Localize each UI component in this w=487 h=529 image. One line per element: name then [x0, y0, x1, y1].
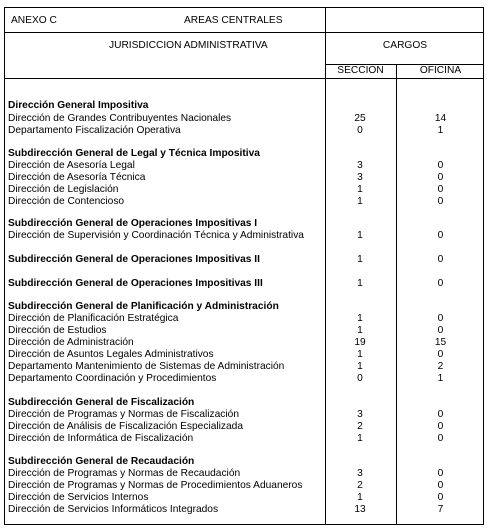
table-row	[5, 504, 483, 516]
seccion-value: 1	[357, 492, 363, 503]
seccion-value: 2	[357, 480, 363, 491]
seccion-value: 1	[357, 313, 363, 324]
oficina-value: 1	[437, 125, 444, 136]
table-row	[5, 184, 483, 196]
row-name: Departamento Fiscalización Operativa	[8, 125, 181, 136]
row-name: Dirección de Asesoría Legal	[8, 160, 135, 171]
seccion-value: 1	[357, 184, 363, 195]
table-row	[5, 325, 483, 337]
table-row	[5, 373, 483, 385]
oficina-value: 0	[437, 325, 444, 336]
row-name: Dirección de Asuntos Legales Administrativos	[8, 349, 214, 360]
table-row	[5, 409, 483, 421]
seccion-value: 3	[357, 409, 363, 420]
table-row	[5, 196, 483, 208]
row-divider	[5, 32, 483, 33]
oficina-value: 0	[437, 278, 444, 289]
table-row	[5, 313, 483, 325]
oficina-value: 0	[437, 313, 444, 324]
row-name: Dirección de Servicios Internos	[8, 492, 149, 503]
row-name: Dirección de Grandes Contribuyentes Nacionales	[8, 113, 232, 124]
section-row	[5, 456, 483, 468]
seccion-value: 0	[357, 373, 363, 384]
table-row	[5, 433, 483, 445]
oficina-header: OFICINA	[419, 65, 462, 76]
seccion-header: SECCION	[337, 65, 384, 76]
table-row	[5, 492, 483, 504]
oficina-value: 2	[437, 361, 444, 372]
section-row	[5, 397, 483, 409]
section-heading: Subdirección General de Operaciones Impositivas I	[8, 218, 258, 229]
table-row	[5, 160, 483, 172]
seccion-value: 19	[354, 337, 366, 348]
oficina-value: 15	[434, 337, 447, 348]
seccion-value: 1	[357, 361, 363, 372]
oficina-value: 0	[437, 349, 444, 360]
seccion-value: 1	[357, 254, 363, 265]
row-name: Dirección de Legislación	[8, 184, 119, 195]
table-row	[5, 468, 483, 480]
table-row	[5, 172, 483, 184]
areas-title: AREAS CENTRALES	[184, 15, 283, 26]
row-name: Dirección de Análisis de Fiscalización Especializada	[8, 421, 243, 432]
table-row	[5, 337, 483, 349]
row-name: Dirección de Asesoría Técnica	[8, 172, 146, 183]
seccion-value: 1	[357, 433, 363, 444]
seccion-value: 1	[357, 196, 363, 207]
seccion-value: 25	[354, 113, 366, 124]
seccion-value: 2	[357, 421, 363, 432]
row-name: Dirección de Planificación Estratégica	[8, 313, 179, 324]
column-divider	[325, 8, 326, 524]
seccion-value: 0	[357, 125, 363, 136]
section-row	[5, 301, 483, 313]
seccion-value: 3	[357, 172, 363, 183]
table-row	[5, 125, 483, 137]
oficina-value: 0	[437, 433, 444, 444]
table-row	[5, 361, 483, 373]
section-row	[5, 100, 483, 112]
row-name: Dirección de Programas y Normas de Procedimientos Aduaneros	[8, 480, 303, 491]
section-row	[5, 278, 483, 290]
seccion-value: 1	[357, 325, 363, 336]
section-row	[5, 148, 483, 160]
row-name: Dirección de Supervisión y Coordinación Técnica y Administrativa	[8, 230, 304, 241]
row-name: Dirección de Servicios Informáticos Integrados	[8, 504, 219, 515]
oficina-value: 0	[437, 468, 444, 479]
oficina-value: 0	[437, 480, 444, 491]
oficina-value: 7	[437, 504, 444, 515]
section-heading: Dirección General Impositiva	[8, 100, 149, 111]
row-name: Dirección de Estudios	[8, 325, 107, 336]
table-row	[5, 421, 483, 433]
section-heading: Subdirección General de Planificación y Administración	[8, 301, 279, 312]
seccion-value: 13	[354, 504, 366, 515]
cargos-header: CARGOS	[382, 40, 428, 51]
oficina-value: 0	[437, 230, 444, 241]
row-name: Dirección de Informática de Fiscalización	[8, 433, 194, 444]
oficina-value: 0	[437, 254, 444, 265]
section-row	[5, 218, 483, 230]
row-name: Departamento Coordinación y Procedimientos	[8, 373, 217, 384]
row-divider	[5, 78, 483, 79]
oficina-value: 0	[437, 492, 444, 503]
section-heading: Subdirección General de Operaciones Impositivas II	[8, 254, 260, 265]
oficina-value: 0	[437, 160, 444, 171]
table-row	[5, 480, 483, 492]
seccion-value: 1	[357, 230, 363, 241]
seccion-value: 1	[357, 349, 363, 360]
row-name: Dirección de Administración	[8, 337, 134, 348]
section-heading: Subdirección General de Fiscalización	[8, 397, 195, 408]
row-name: Dirección de Programas y Normas de Recaudación	[8, 468, 241, 479]
seccion-value: 3	[357, 160, 363, 171]
seccion-value: 3	[357, 468, 363, 479]
anexo-table	[4, 7, 484, 525]
oficina-value: 0	[437, 172, 444, 183]
row-name: Departamento Mantenimiento de Sistemas de Administración	[8, 361, 285, 372]
table-row	[5, 349, 483, 361]
row-name: Dirección de Programas y Normas de Fiscalización	[8, 409, 239, 420]
section-heading: Subdirección General de Legal y Técnica Impositiva	[8, 148, 260, 159]
oficina-value: 1	[437, 373, 444, 384]
table-row	[5, 230, 483, 242]
oficina-value: 0	[437, 196, 444, 207]
section-heading: Subdirección General de Recaudación	[8, 456, 195, 467]
section-heading: Subdirección General de Operaciones Impositivas III	[8, 278, 263, 289]
section-row	[5, 254, 483, 266]
oficina-value: 0	[437, 184, 444, 195]
oficina-value: 0	[437, 409, 444, 420]
table-row	[5, 113, 483, 125]
anexo-label: ANEXO C	[11, 15, 57, 26]
oficina-value: 0	[437, 421, 444, 432]
oficina-value: 14	[434, 113, 447, 124]
row-name: Dirección de Contencioso	[8, 196, 125, 207]
seccion-value: 1	[357, 278, 363, 289]
jurisdiccion-header: JURISDICCION ADMINISTRATIVA	[109, 40, 268, 51]
